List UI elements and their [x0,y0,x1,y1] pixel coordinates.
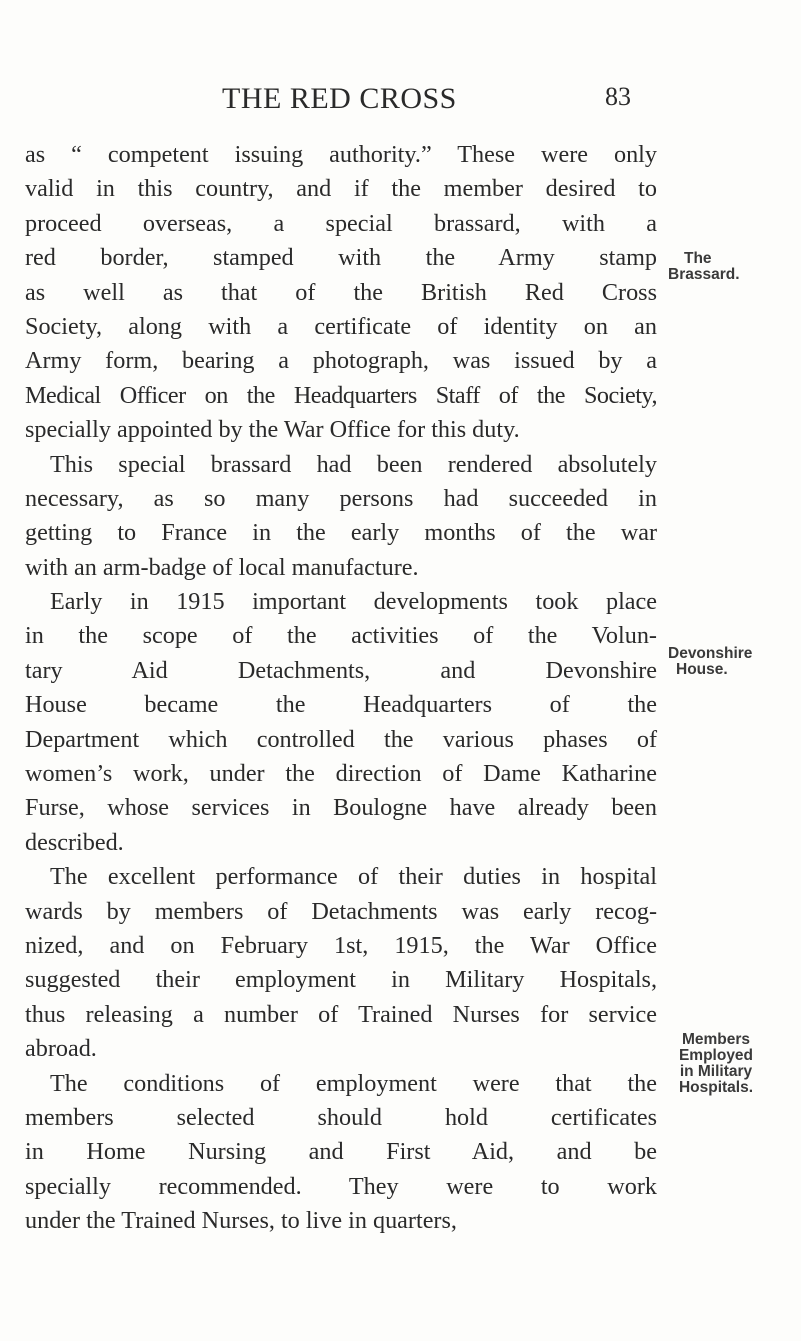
text-line: proceed overseas, a special brassard, with a [25,209,657,237]
text-line: red border, stamped with the Army stamp [25,244,657,272]
margin-note-devonshire [668,646,752,678]
text-line: specially appointed by the War Office for this duty. [25,416,520,444]
margin-note-line: The [684,250,712,267]
text-line: suggested their employment in Military Hospitals, [25,966,657,994]
margin-note-line: Brassard. [668,266,740,283]
text-line: Society, along with a certificate of identity on an [25,312,657,340]
text-line: This special brassard had been rendered absolutely [50,450,657,478]
text-line: valid in this country, and if the member desired to [25,175,657,203]
text-line: thus releasing a number of Trained Nurses for service [25,1000,657,1028]
paragraph [25,1067,657,1239]
text-line: as “ competent issuing authority.” These were only [25,141,657,168]
text-line: necessary, as so many persons had succeeded in [25,484,657,512]
paragraph [25,585,657,860]
margin-note-line: in Military [679,1063,753,1080]
text-line: as well as that of the British Red Cross [25,278,657,306]
page-number: 83 [605,82,631,111]
text-line: Army form, bearing a photograph, was issued by a [25,347,657,375]
text-line: getting to France in the early months of the war [25,519,657,547]
text-line: Medical Officer on the Headquarters Staff of the Society, [25,381,657,409]
text-line: under the Trained Nurses, to live in quarters, [25,1207,457,1235]
text-line: House became the Headquarters of the [25,691,657,719]
text-line: in the scope of the activities of the Volun- [25,622,657,650]
text-line: with an arm-badge of local manufacture. [25,553,419,581]
text-line: in Home Nursing and First Aid, and be [25,1138,657,1166]
margin-note-line: Devonshire [668,645,753,662]
page-header [222,82,631,122]
body-text [25,138,657,1239]
margin-note-line: Members [681,1031,751,1048]
margin-note-line: House. [676,661,728,678]
text-line: members selected should hold certificates [25,1103,657,1131]
text-line: tary Aid Detachments, and Devonshire [25,656,657,684]
margin-note-line: Hospitals. [678,1079,754,1096]
text-line: abroad. [25,1035,97,1063]
text-line: Department which controlled the various phases of [25,725,657,753]
text-line: specially recommended. They were to work [25,1172,657,1200]
text-line: described. [25,828,124,856]
paragraph [25,138,657,448]
paragraph [25,860,657,1066]
text-line: The conditions of employment were that the [50,1069,657,1097]
text-line: Early in 1915 important developments took place [50,588,657,616]
text-line: The excellent performance of their duties in hospital [50,863,657,891]
text-line: wards by members of Detachments was early recog- [25,897,657,925]
margin-note-line: Employed [678,1047,754,1064]
margin-note-members [668,1032,764,1096]
text-line: nized, and on February 1st, 1915, the War Office [25,931,657,959]
running-head: THE RED CROSS [222,82,457,115]
paragraph [25,448,657,586]
text-line: women’s work, under the direction of Dame Katharine [25,760,657,788]
margin-note-brassard [668,251,740,283]
text-line: Furse, whose services in Boulogne have already been [25,794,657,822]
